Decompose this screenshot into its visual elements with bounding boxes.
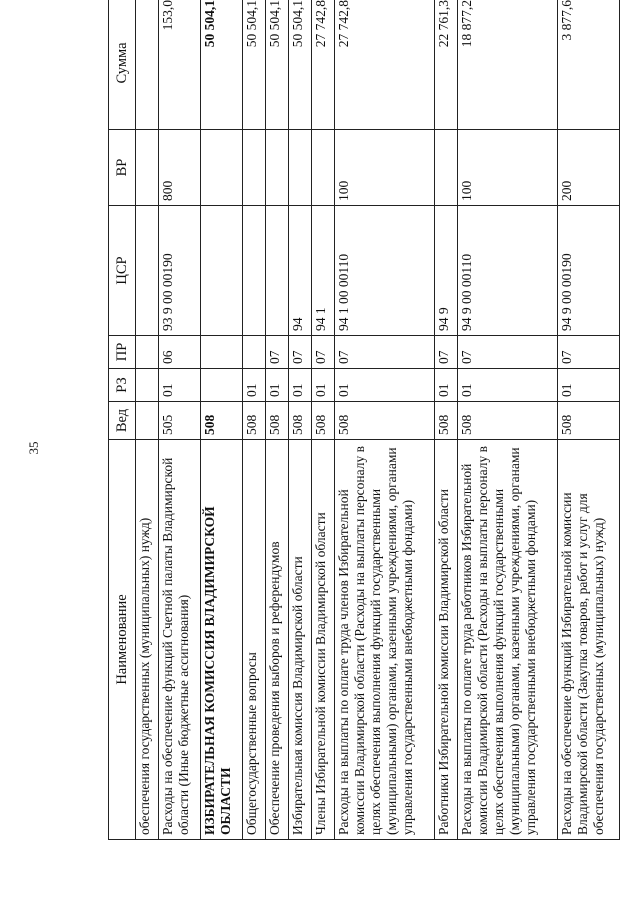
cell-sum: 50 504,1 [266, 0, 289, 130]
cell-rz [136, 369, 159, 402]
cell-rz: 01 [243, 369, 266, 402]
cell-pr: 07 [558, 336, 620, 369]
cell-ved: 508 [312, 402, 335, 440]
cell-pr: 07 [266, 336, 289, 369]
cell-vr [266, 130, 289, 206]
cell-pr [201, 336, 243, 369]
cell-name: Обеспечение проведения выборов и референдумов [266, 440, 289, 840]
cell-ved: 508 [243, 402, 266, 440]
cell-pr [136, 336, 159, 369]
cell-ved: 505 [158, 402, 200, 440]
cell-ved: 508 [201, 402, 243, 440]
table-row [289, 0, 312, 840]
page-number: 35 [26, 441, 41, 455]
table-body [136, 0, 620, 840]
cell-name: Избирательная комиссия Владимирской области [289, 440, 312, 840]
cell-csr: 94 [289, 206, 312, 336]
cell-sum: 27 742,8 [312, 0, 335, 130]
cell-vr: 100 [335, 130, 435, 206]
budget-table [108, 0, 620, 840]
cell-rz: 01 [289, 369, 312, 402]
cell-rz: 01 [312, 369, 335, 402]
cell-sum: 50 504,1 [289, 0, 312, 130]
cell-rz: 01 [335, 369, 435, 402]
cell-name: Расходы на выплаты по оплате труда членов Избирательной комиссии Владимирской области (Расходы на выплаты персоналу в целях обеспечения выполнения функций государственными (муниципальными) органами, казенными учреждениями, органами управления государственными внебюджетными фондами) [335, 440, 435, 840]
table-header-row [109, 0, 136, 840]
cell-rz [201, 369, 243, 402]
cell-rz: 01 [266, 369, 289, 402]
cell-vr [201, 130, 243, 206]
cell-rz: 01 [458, 369, 558, 402]
cell-sum [136, 0, 159, 130]
header-csr: ЦСР [109, 206, 136, 336]
cell-rz: 01 [558, 369, 620, 402]
cell-ved [136, 402, 159, 440]
cell-sum: 3 877,6 [558, 0, 620, 130]
table-row [158, 0, 200, 840]
cell-pr: 06 [158, 336, 200, 369]
cell-pr: 07 [435, 336, 458, 369]
cell-name: ИЗБИРАТЕЛЬНАЯ КОМИССИЯ ВЛАДИМИРСКОЙ ОБЛАСТИ [201, 440, 243, 840]
header-name: Наименование [109, 440, 136, 840]
cell-name: Расходы на обеспечение функций Избирательной комиссии Владимирской области (Закупка товаров, работ и услуг для обеспечения государственных (муниципальных) нужд) [558, 440, 620, 840]
cell-name: обеспечения государственных (муниципальных) нужд) [136, 440, 159, 840]
cell-name: Общегосударственные вопросы [243, 440, 266, 840]
cell-vr: 100 [458, 130, 558, 206]
cell-sum: 27 742,8 [335, 0, 435, 130]
cell-ved: 508 [558, 402, 620, 440]
cell-name: Расходы на выплаты по оплате труда работников Избирательной комиссии Владимирской области (Расходы на выплаты персоналу в целях обеспечения выполнения функций государственными (муниципальными) органами, казенными учреждениями, органами управления государственными внебюджетными фондами) [458, 440, 558, 840]
cell-csr: 94 9 00 00190 [558, 206, 620, 336]
cell-pr: 07 [312, 336, 335, 369]
cell-csr [243, 206, 266, 336]
table-row [558, 0, 620, 840]
cell-csr: 94 1 [312, 206, 335, 336]
cell-pr: 07 [458, 336, 558, 369]
cell-sum: 18 877,2 [458, 0, 558, 130]
table-row [435, 0, 458, 840]
cell-csr: 94 9 [435, 206, 458, 336]
cell-vr [312, 130, 335, 206]
cell-csr [201, 206, 243, 336]
cell-sum: 153,0 [158, 0, 200, 130]
cell-csr: 94 9 00 00110 [458, 206, 558, 336]
cell-pr: 07 [335, 336, 435, 369]
cell-ved: 508 [289, 402, 312, 440]
header-vr: ВР [109, 130, 136, 206]
table-row [458, 0, 558, 840]
budget-table-wrapper [108, 0, 620, 840]
cell-csr: 94 1 00 00110 [335, 206, 435, 336]
cell-pr [243, 336, 266, 369]
cell-vr [289, 130, 312, 206]
table-row [243, 0, 266, 840]
cell-name: Расходы на обеспечение функций Счетной палаты Владимирской области (Иные бюджетные ассигнования) [158, 440, 200, 840]
table-row [335, 0, 435, 840]
cell-csr [266, 206, 289, 336]
cell-sum: 50 504,1 [201, 0, 243, 130]
header-sum: Сумма [109, 0, 136, 130]
cell-pr: 07 [289, 336, 312, 369]
cell-vr: 200 [558, 130, 620, 206]
table-row [201, 0, 243, 840]
cell-ved: 508 [335, 402, 435, 440]
cell-name: Работники Избирательной комиссии Владимирской области [435, 440, 458, 840]
table-row [266, 0, 289, 840]
header-rz: РЗ [109, 369, 136, 402]
cell-vr: 800 [158, 130, 200, 206]
cell-ved: 508 [435, 402, 458, 440]
cell-ved: 508 [266, 402, 289, 440]
cell-sum: 22 761,3 [435, 0, 458, 130]
header-pr: ПР [109, 336, 136, 369]
header-ved: Вед [109, 402, 136, 440]
cell-ved: 508 [458, 402, 558, 440]
cell-vr [435, 130, 458, 206]
cell-sum: 50 504,1 [243, 0, 266, 130]
cell-rz: 01 [435, 369, 458, 402]
cell-vr [243, 130, 266, 206]
table-row [312, 0, 335, 840]
cell-vr [136, 130, 159, 206]
cell-csr: 93 9 00 00190 [158, 206, 200, 336]
table-row [136, 0, 159, 840]
cell-rz: 01 [158, 369, 200, 402]
cell-name: Члены Избирательной комиссии Владимирской области [312, 440, 335, 840]
cell-csr [136, 206, 159, 336]
